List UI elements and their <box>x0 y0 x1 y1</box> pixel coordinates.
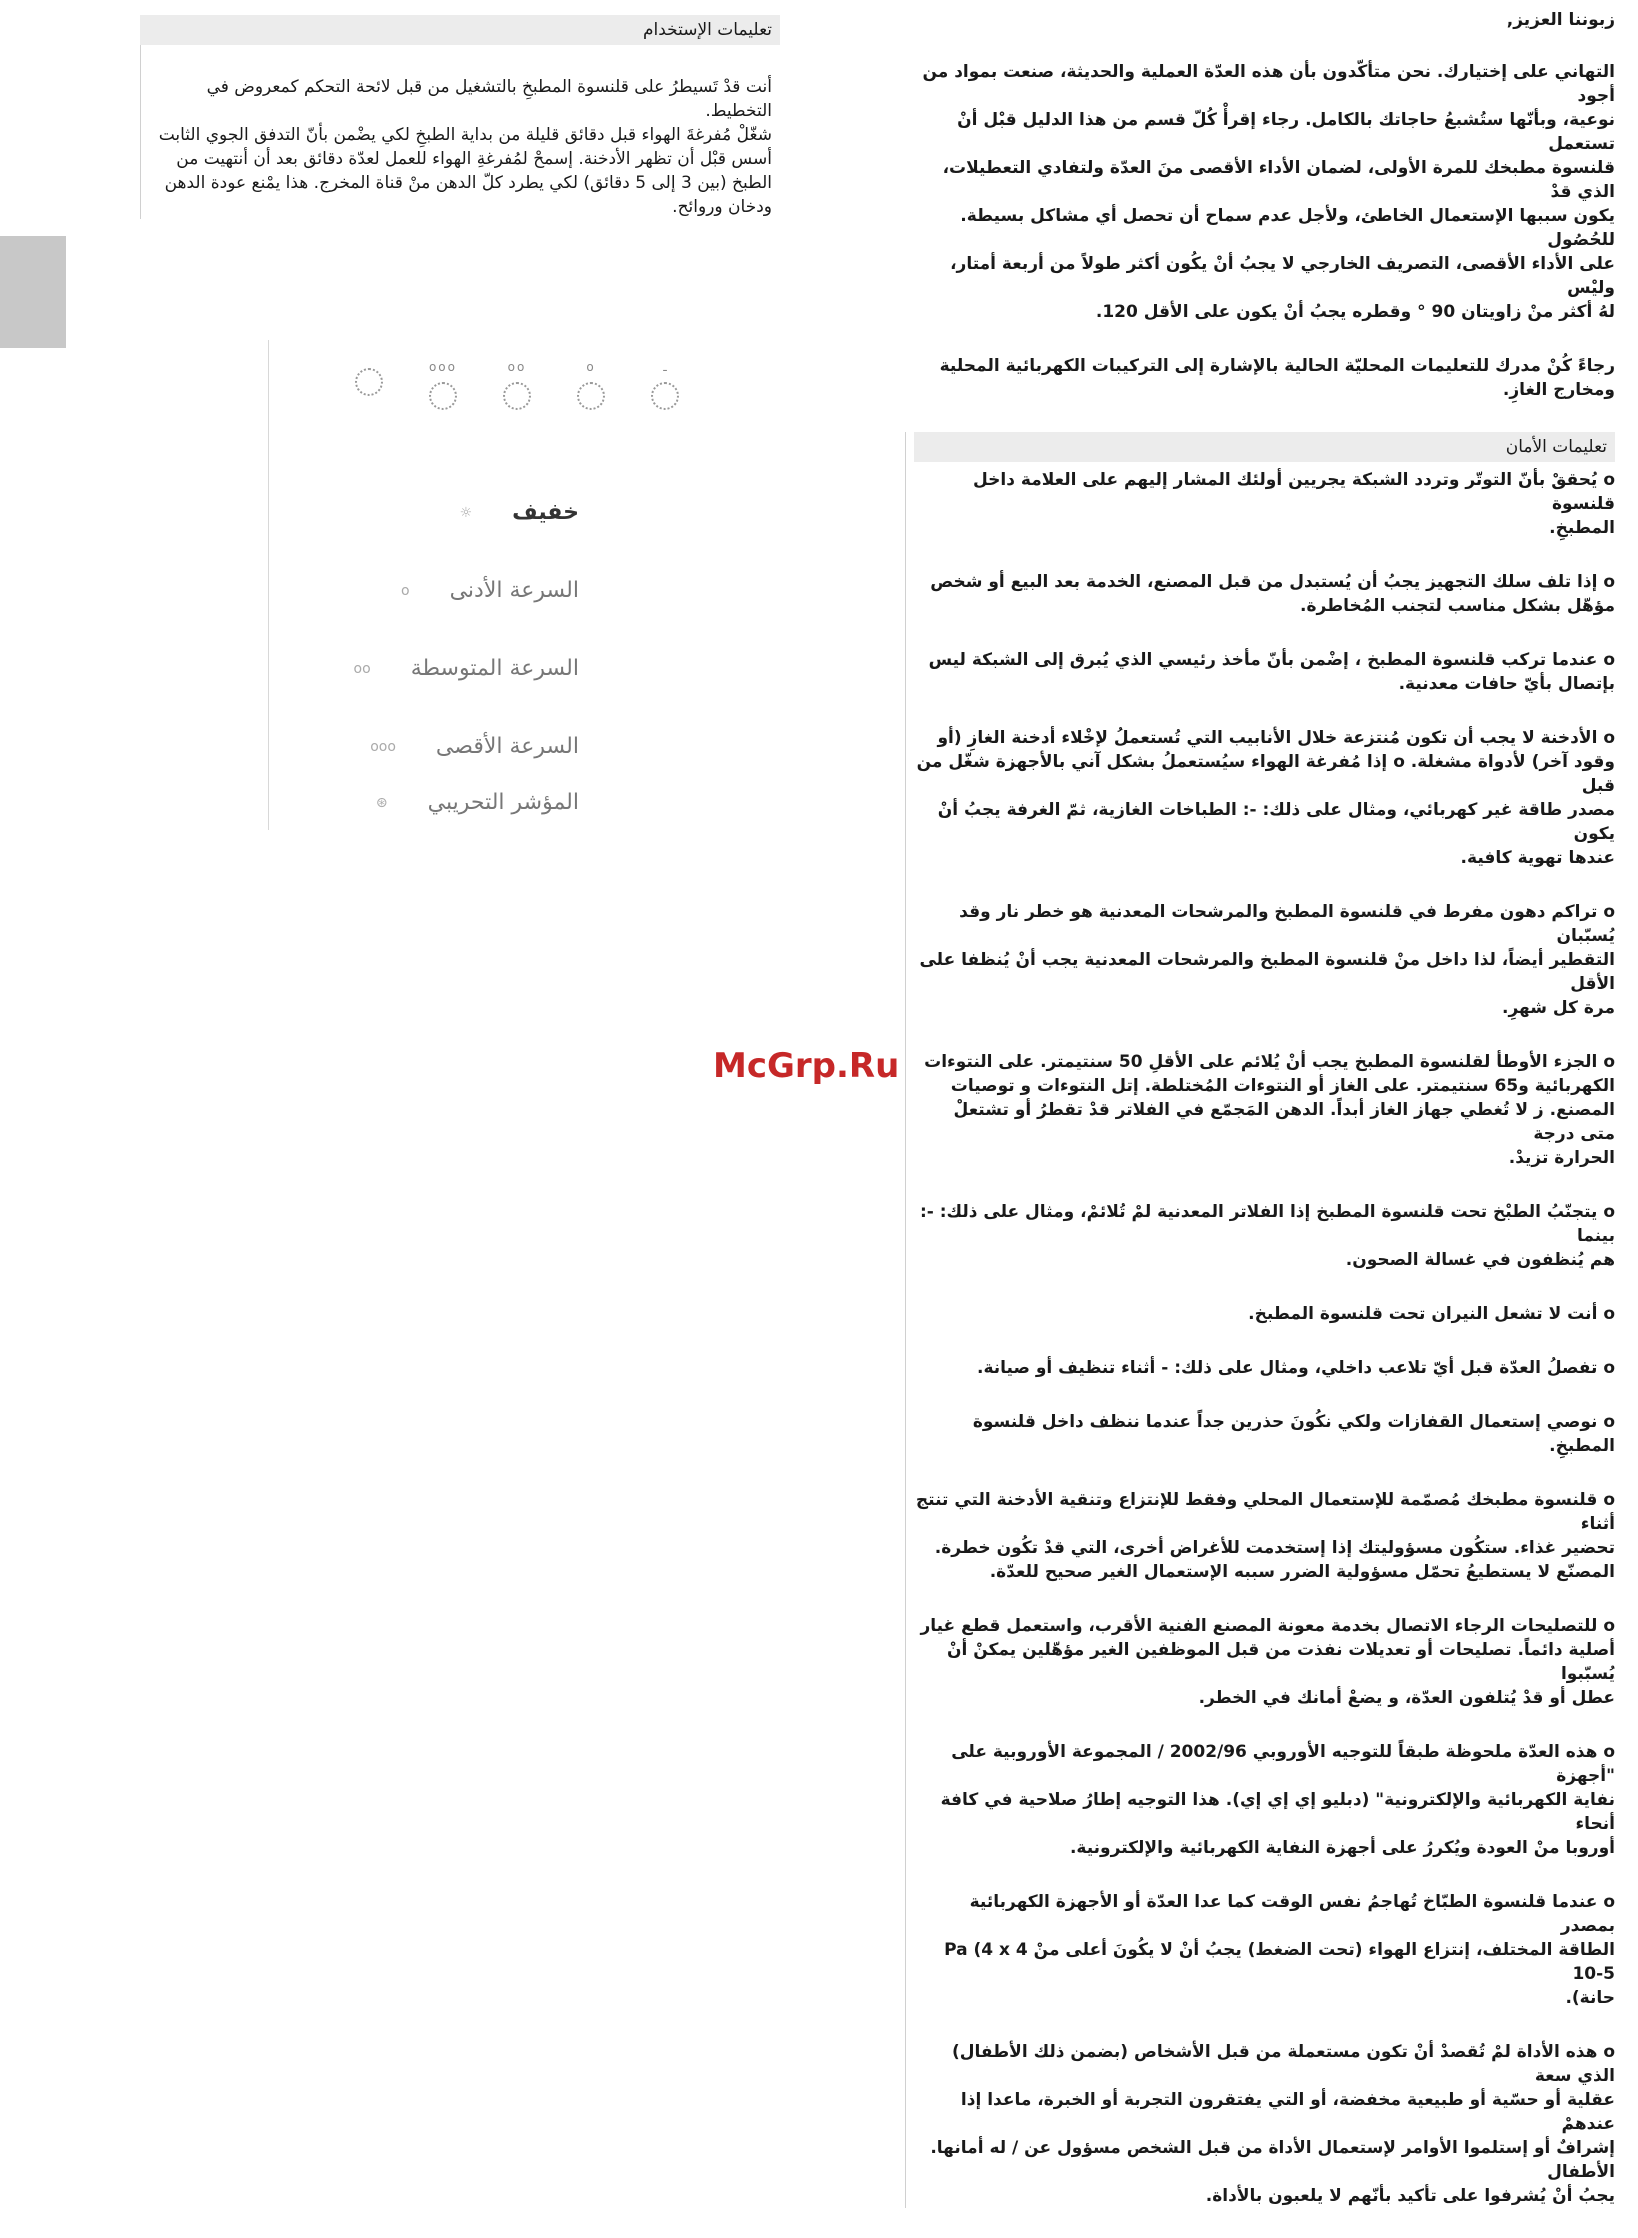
safety-section <box>905 432 1615 2208</box>
indicator-ring-icon <box>355 368 383 396</box>
page-side-tab <box>0 236 66 348</box>
pilot-icon: ⊛ <box>375 794 388 811</box>
legend-label: خفيف <box>512 500 579 525</box>
safety-item: o عندما قلنسوة الطبّاخ تُهاجمُ نفس الوقت كما عدا العدّة أو الأجهزة الكهربائية بمصدر الطاقة المختلف، إنتزاع الهواء (تحت الضغط) يجبُ أنْ لا يكُونَ أعلى منْ 4 Pa (4 x 10-5 حانة). <box>944 1892 1615 2008</box>
indicator-ring-icon <box>651 382 679 410</box>
control-legend <box>268 340 699 830</box>
indicator-light <box>651 360 679 410</box>
safety-title: تعليمات الأمان <box>914 432 1615 462</box>
safety-item: o يتجنّبُ الطبْخ تحت قلنسوة المطبخ إذا الفلاتر المعدنية لمْ تُلائمْ، ومثال على ذلك: -: بينما هم يُنظفون في غسالة الصحون. <box>919 1202 1615 1270</box>
safety-item: o أنت لا تشعل النيران تحت قلنسوة المطبخ. <box>1248 1304 1615 1324</box>
indicator-speed-3 <box>429 360 457 410</box>
usage-section <box>140 15 780 219</box>
speed-1-icon: o <box>401 582 410 599</box>
usage-title: تعليمات الإستخدام <box>140 15 780 45</box>
safety-item: o عندما تركب قلنسوة المطبخ ، إضْمن بأنّ مأخذ رئيسي الذي يُبرق إلى الشبكة ليس بإتصال بأيّ حافات معدنية. <box>928 650 1615 694</box>
safety-item: o الأدخنة لا يجب أن تكون مُنتزعة خلال الأنابيب التي تُستعملُ لإخْلاء أدخنة الغازِ (أو وقود آخر) لأدواة مشغلة. o إذا مُفرغة الهواء سيُستعملُ بشكل آني بالأجهزة شغّل من قبل مصدر طاقة غير كهربائي، ومثال على ذلك: -: الطباخات الغازية، ثمّ الغرفة يجبُ أنْ يكون عندها تهوية كافية. <box>916 728 1615 868</box>
indicator-dots: ـ <box>663 360 667 374</box>
safety-item: o هذه الأداة لمْ تُقصدْ أنْ تكون مستعملة من قبل الأشخاص (بضمن ذلك الأطفال) الذي سعة عقلية أو حسّية أو طبيعية مخفضة، أو التي يفتقرون التجربة أو الخبرة، ماعدا إذا عندهمْ إشرافٌ أو إستلموا الأوامر لإستعمال الأداة من قبل الشخص مسؤول عن / له أمانها. الأطفال يجبُ أنْ يُشرفوا على تأكيد بأنّهم لا يلعبون بالأداة. <box>930 2042 1615 2206</box>
indicator-ring-icon <box>429 382 457 410</box>
speed-2-icon: oo <box>353 660 371 677</box>
indicator-pilot <box>355 360 383 410</box>
site-watermark: McGrp.Ru <box>713 1046 900 1086</box>
indicator-dots: o <box>586 360 596 374</box>
greeting: زبوننا العزيز, <box>1506 10 1615 30</box>
legend-label: السرعة الأقصى <box>435 734 579 759</box>
intro-paragraph: التهاني على إختيارك. نحن متأكّدون بأن هذه العدّة العملية والحديثة، صنعت بمواد من أجود نوعية، وبأنّها ستُشبعُ حاجاتك بالكامل. رجاء إقرأْ كُلّ قسم من هذا الدليل قبْل أنْ تستعمل قلنسوة مطبخك للمرة الأولى، لضمان الأداء الأقصى منَ العدّة ولتفادي التعطيلات، الذي قدْ يكون سببها الإستعمال الخاطئ، ولأجل عدم سماح أن تحصل أي مشاكل بسيطة. للحُصُول على الأداء الأقصى، التصريف الخارجي لا يجبُ أنْ يكُون أكثر طولاً من أربعة أمتار، وليْس لهُ أكثر منْ زاويتان 90 ° وقطره يجبُ أنْ يكون على الأقل 120. <box>922 62 1615 322</box>
safety-item: o هذه العدّة ملحوظة طبقاً للتوجيه الأوروبي 2002/96 / المجموعة الأوروبية على "أجهزة نفاية الكهربائية والإلكترونية" (دبليو إي إي إي). هذا التوجيه إطارُ صلاحية في كافة أنحاء أوروبا منْ العودة ويُكررُ على أجهزة النفاية الكهربائية والإلكترونية. <box>940 1742 1615 1858</box>
usage-paragraph-2: الطبخ (بين 3 إلى 5 دقائق) لكي يطرد كلّ الدهن منْ قناة المخرج. هذا يمْنع عودة الدهن ودخان وروائح. <box>164 173 772 217</box>
safety-item: o تراكم دهون مفرط في قلنسوة المطبخ والمرشحات المعدنية هو خطر نار وقد يُسبّبان التقطير أيضاً، لذا داخل منْ قلنسوة المطبخ والمرشحات المعدنية يجب أنْ يُنظفا على الأقل مرة كل شهرِ. <box>919 902 1615 1018</box>
safety-list <box>914 462 1615 2208</box>
legend-item-light <box>460 500 579 525</box>
main-column <box>905 10 1615 2238</box>
usage-body <box>140 45 780 219</box>
light-icon: ☼ <box>459 504 473 521</box>
local-regulations-note: رجاءً كُنْ مدرك للتعليمات المحليّة الحالية بالإشارة إلى التركيبات الكهربائية المحلية ومخارج الغازِ. <box>939 356 1615 400</box>
legend-item-min-speed <box>401 578 579 603</box>
indicator-speed-2 <box>503 360 531 410</box>
indicator-dots: oo <box>507 360 527 374</box>
safety-item: o يُحققْ بأنّ التوتّر وتردد الشبكة يجريين أولئك المشار إليهم على العلامة داخل قلنسوة المطبخِ. <box>973 470 1615 538</box>
indicator-ring-icon <box>503 382 531 410</box>
speed-3-icon: ooo <box>370 738 396 755</box>
safety-item: o قلنسوة مطبخك مُصمّمة للإستعمال المحلي وفقط للإنتزاع وتنقية الأدخنة التي تنتج أثناء تحضير غذاء. ستكُون مسؤوليتك إذا إستخدمت للأغراض أخرى، التي قدْ تكُون خطرة. المصنّع لا يستطيعُ تحمّل مسؤولية الضرر سببه الإستعمال الغير صحيح للعدّة. <box>915 1490 1615 1582</box>
legend-label: السرعة الأدنى <box>449 578 579 603</box>
legend-item-max-speed <box>370 734 579 759</box>
safety-item: o تفصلُ العدّة قبل أيّ تلاعب داخلي، ومثال على ذلك: - أثناء تنظيف أو صيانة. <box>977 1358 1615 1378</box>
indicator-row <box>355 360 679 410</box>
usage-paragraph-1: أنت قدْ تَسيطرُ على قلنسوة المطبخِ بالتشغيل من قبل لائحة التحكم كمعروض في التخطيط. شغّلْ مُفرغةَ الهواء قبل دقائق قليلة من بداية الطبخِ لكي يضْمن بأنّ التدفق الجوي الثابت أسس قبْل أن تظهر الأدخنة. إسمحْ لمُفرغةِ الهواء للعمل لعدّة دقائق بعد أن أنتهيت من <box>158 77 772 169</box>
indicator-ring-icon <box>577 382 605 410</box>
indicator-dots: ooo <box>428 360 457 374</box>
indicator-speed-1 <box>577 360 605 410</box>
legend-label: السرعة المتوسطة <box>410 656 579 681</box>
safety-item: o للتصليحات الرجاء الاتصال بخدمة معونة المصنع الفنية الأقرب، واستعمل قطع غيار أصلية دائماً. تصليحات أو تعديلات نفذت من قبل الموظفين الغير مؤهّلين يمكنْ أنْ يُسبّبوا عطل أو قدْ يُتلفون العدّة، و يضعْ أمانك في الخطر. <box>920 1616 1615 1708</box>
legend-item-pilot <box>376 790 579 815</box>
legend-item-mid-speed <box>354 656 579 681</box>
legend-label: المؤشر التحريبي <box>427 790 579 815</box>
safety-item: o إذا تلف سلك التجهيز يجبُ أن يُستبدل من قبل المصنع، الخدمة بعد البيع أو شخص مؤهّل بشكل مناسب لتجنب المُخاطرة. <box>930 572 1615 616</box>
safety-item: o نوصي إستعمال القفازات ولكي نكُونَ حذرين جداً عندما ننظف داخل قلنسوة المطبخِ. <box>972 1412 1615 1456</box>
safety-item: o الجزء الأوطأ لقلنسوة المطبخ يجب أنْ يُلائم على الأقلِ 50 سنتيمتر. على النتوءات الكهربائية و65 سنتيمتر. على الغاز أو النتوءات المُختلطة. إتل النتوءات و توصيات المصنع. ز لا تُغطي جهاز الغاز أبداً. الدهن المَجمّع في الفلاتر قدْ تقطرُ أو تشتعلْ متى درجة الحرارة تزيدْ. <box>924 1052 1615 1168</box>
